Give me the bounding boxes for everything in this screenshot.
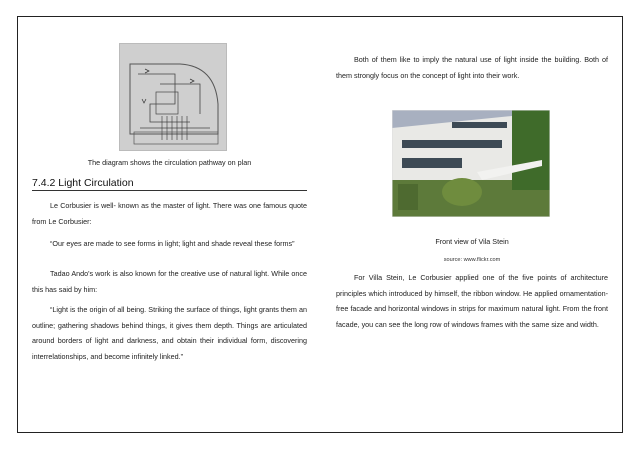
villa-stein-photo [392,110,550,217]
plan-caption: The diagram shows the circulation pathway on plan [87,158,252,167]
paragraph-light-intent [336,52,608,83]
paragraph-text: “Our eyes are made to see forms in light; light and shade reveal these forms” [50,239,295,248]
villa-photo-art [392,110,550,217]
paragraph-text: For Villa Stein, Le Corbusier applied one of the five points of architecture principles which introduced by himself, the ribbon window. He applied ornamentation-free facade and horizontal windows in strips for maximum natural light. From the front facade, you can see the long row of windows frames with the same size and width. [336,273,608,329]
villa-caption: Front view of Vila Stein [435,237,509,246]
paragraph-ando-quote [32,302,307,364]
circulation-plan-diagram [119,43,227,151]
paragraph-text: “Light is the origin of all being. Striking the surface of things, light grants them an outline; gathering shadows behind things, it gives them depth. Things are articulated around borders of light and darkness, and obtain their individual form, discovering interrelationships, and become infinitely linked.” [32,305,307,361]
plan-sketch [120,44,226,150]
paragraph-text: Both of them like to imply the natural use of light inside the building. Both of them strongly focus on the concept of light into their work. [336,55,608,80]
image-source: source: www.flickr.com [443,257,501,263]
paragraph-tadao-ando [32,266,307,297]
paragraph-villa-stein [336,270,608,332]
section-heading: 7.4.2 Light Circulation [32,177,307,191]
paragraph-text: Le Corbusier is well- known as the master of light. There was one famous quote from Le Corbusier: [32,201,307,226]
paragraph-corbusier-quote [32,236,307,252]
paragraph-master-of-light [32,198,307,229]
paragraph-text: Tadao Ando's work is also known for the creative use of natural light. While once this has said by him: [32,269,307,294]
